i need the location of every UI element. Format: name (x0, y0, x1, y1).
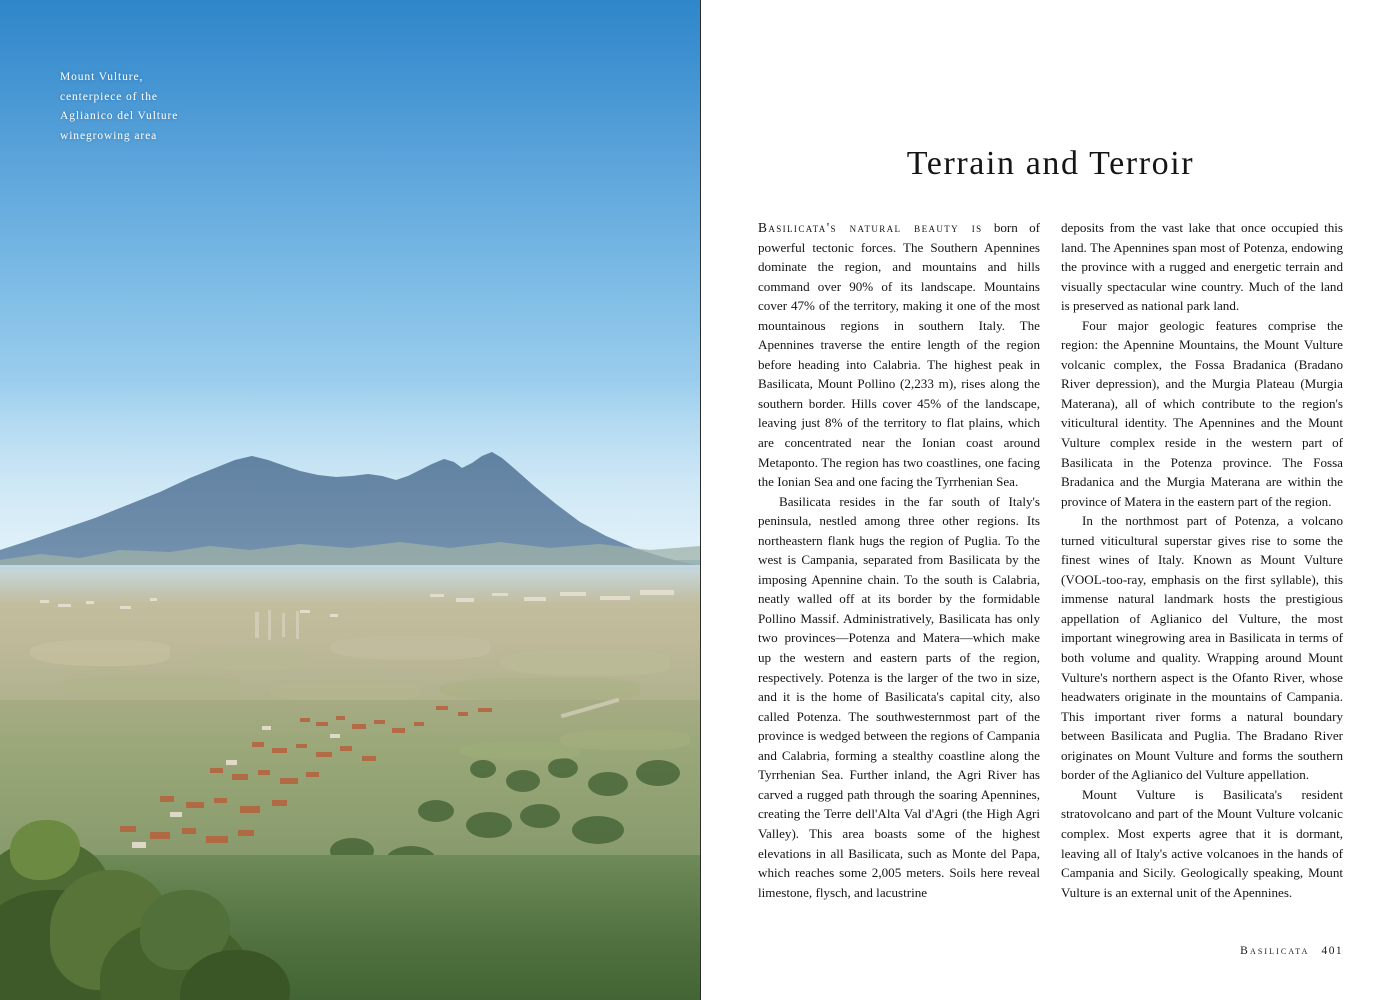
folio (1240, 945, 1343, 957)
caption-line-2: centerpiece of the (60, 90, 158, 103)
caption-line-1: Mount Vulture, (60, 71, 144, 83)
paragraph: Basilicata resides in the far south of Italy's peninsula, nestled among three other regions. Its northeastern flank hugs the region of Puglia. To the west is Campania, separated from Basilicata by the imposing Apennine chain. To the south is Calabria, neatly walled off at its border by the formidable Pollino Massif. Administratively, Basilicata has only two provinces—Potenza and Matera—which make up the western and eastern parts of the region, respectively. Potenza is the larger of the two in size, and it is the home of Basilicata's capital city, also called Potenza. The southwesternmost part of the province is wedged between the regions of Campania and Calabria, forming a stealthy coastline along the Tyrrhenian Sea. Further inland, the Agri River has carved a rugged path through the soaring Apennines, creating the Terre dell'Alta Val d'Agri (the High Agri Valley). This area boasts some of the highest elevations in all Basilicata, such as Monte del Papa, which reaches some 2,005 meters. Soils here reveal limestone, flysch, and lacustrine (758, 493, 1040, 900)
folio-page-number: 401 (1321, 945, 1343, 957)
caption-line-3: Aglianico del Vulture (60, 110, 179, 122)
paragraph: In the northmost part of Potenza, a volcano turned viticultural superstar gives rise to some the finest wines of Italy. Known as Mount Vulture (VOOL-too-ray, emphasis on the first syllable), this immense natural landmark hosts the prestigious appellation of Aglianico del Vulture, the most important winegrowing area in Basilicata in terms of both volume and quality. Wrapping around Mount Vulture's northern aspect is the Ofanto River, whose headwaters originate in the mountains of Campania. This important river forms a natural boundary between Basilicata and Puglia. The Bradano River originates on Mount Vulture and forms the southern border of the Aglianico del Vulture appellation. (1061, 513, 1343, 783)
paragraph: deposits from the vast lake that once occupied this land. The Apennines span most of Potenza, endowing the province with a rugged and energetic terrain and visually spectacular wine country. Much of the land is preserved as national park land. (1061, 220, 1343, 314)
caption-line-4: winegrowing area (60, 129, 158, 142)
paragraph: Mount Vulture is Basilicata's resident stratovolcano and part of the Mount Vulture volcanic complex. Most experts agree that it is dormant, leaving all of Italy's active volcanoes in the hands of Campania and Sicily. Geologically speaking, Mount Vulture is an external unit of the Apennines. (1061, 786, 1343, 900)
paragraph-body: born of powerful tectonic forces. The Southern Apennines dominate the region, and mountains and hills command over 90% of its landscape. Mountains cover 47% of the territory, making it one of the most mountainous regions in southern Italy. The Apennines traverse the entire length of the region before heading into Calabria. The highest peak in Basilicata, Mount Pollino (2,233 m), rises along the southern border. Hills cover 45% of the landscape, leaving just 8% of the territory to flat plains, which are concentrated near the Ionian coast around Metaponto. The region has two coastlines, one facing the Ionian Sea and one facing the Tyrrhenian Sea. (758, 220, 1040, 490)
right-page-text (700, 0, 1400, 1000)
photo-caption (60, 68, 290, 146)
page-title: Terrain and Terroir (906, 145, 1195, 182)
foreground-foliage (0, 800, 270, 1000)
column-left (758, 218, 1040, 902)
paragraph: Four major geologic features comprise the region: the Apennine Mountains, the Mount Vulture volcanic complex, the Fossa Bradanica (Bradano River depression), and the Murgia Plateau (Murgia Materana), all of which contribute to the region's viticultural identity. The Apennines and the Mount Vulture complex reside in the western part of Basilicata in the Potenza province. The Fossa Bradanica and the Murgia Materana are within the province of Matera in the eastern part of the region. (1061, 317, 1343, 509)
paragraph (758, 218, 1040, 492)
lead-smallcaps: Basilicata's natural beauty is (758, 220, 983, 235)
folio-section: Basilicata (1240, 945, 1310, 957)
plain-haze (0, 565, 700, 605)
column-right (1061, 218, 1343, 902)
text-columns (758, 218, 1344, 902)
